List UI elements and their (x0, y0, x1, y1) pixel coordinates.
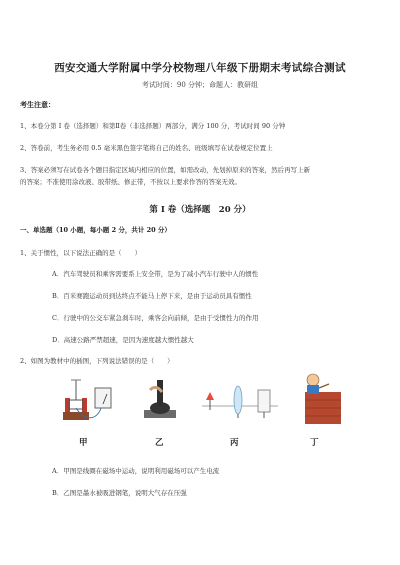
question-option: B．百米赛跑运动员到达终点不能马上停下来，是由于运动员具有惯性 (52, 292, 252, 300)
figure-label-yi: 乙 (155, 438, 164, 448)
question-option: A．汽车驾驶员和乘客需要系上安全带，是为了减小汽车行驶中人的惯性 (52, 270, 259, 278)
figure-label-jia: 甲 (79, 438, 88, 448)
section-title: 第 I 卷（选择题 20 分） (149, 205, 251, 215)
notice-item: 的答案；不准使用涂改液、胶带纸、修正带，不按以上要求作答的答案无效。 (20, 178, 241, 186)
notice-item: 3、答案必须写在试卷各个题目指定区域内相应的位置，如需改动，先划掉原来的答案，然后再写上新 (20, 166, 311, 174)
coil-magnet-figure (55, 370, 115, 432)
brick-wall-figure (295, 370, 345, 432)
exam-subtitle: 考试时间：90 分钟；命题人：教研组 (141, 81, 259, 89)
fountain-pen-figure (140, 370, 180, 432)
multiple-choice-title: 一、单选题（10 小题，每小题 2 分，共计 20 分） (20, 226, 171, 234)
lens-figure (200, 370, 280, 432)
question-stem: 1、关于惯性，以下说法正确的是（ ） (20, 249, 142, 257)
question-option: D．高速公路严禁超速，是因为速度越大惯性越大 (52, 336, 194, 344)
figure-label-ding: 丁 (310, 438, 319, 448)
question-option: A．甲图是线圈在磁场中运动，说明利用磁场可以产生电流 (52, 467, 220, 475)
figure-label-bing: 丙 (230, 438, 239, 448)
question-stem: 2、如图为教材中的插图，下列说法错误的是（ ） (20, 357, 174, 365)
question-option: B．乙图是墨水被吸进钢笔，说明大气存在压强 (52, 489, 187, 497)
notice-title: 考生注意： (20, 100, 55, 109)
question-option: C．行驶中的公交车紧急刹车时，乘客会向前倾，是由于受惯性力的作用 (52, 314, 259, 322)
notice-item: 2、答卷前，考生务必用 0.5 毫米黑色签字笔将自己的姓名、班级填写在试卷规定位置上 (20, 144, 273, 152)
question-figures (55, 370, 355, 450)
notice-item: 1、本卷分第 I 卷（选择题）和第Ⅱ卷（非选择题）两部分，满分 100 分，考试时间 90 分钟 (20, 122, 286, 130)
exam-title: 西安交通大学附属中学分校物理八年级下册期末考试综合测试 (54, 62, 346, 74)
